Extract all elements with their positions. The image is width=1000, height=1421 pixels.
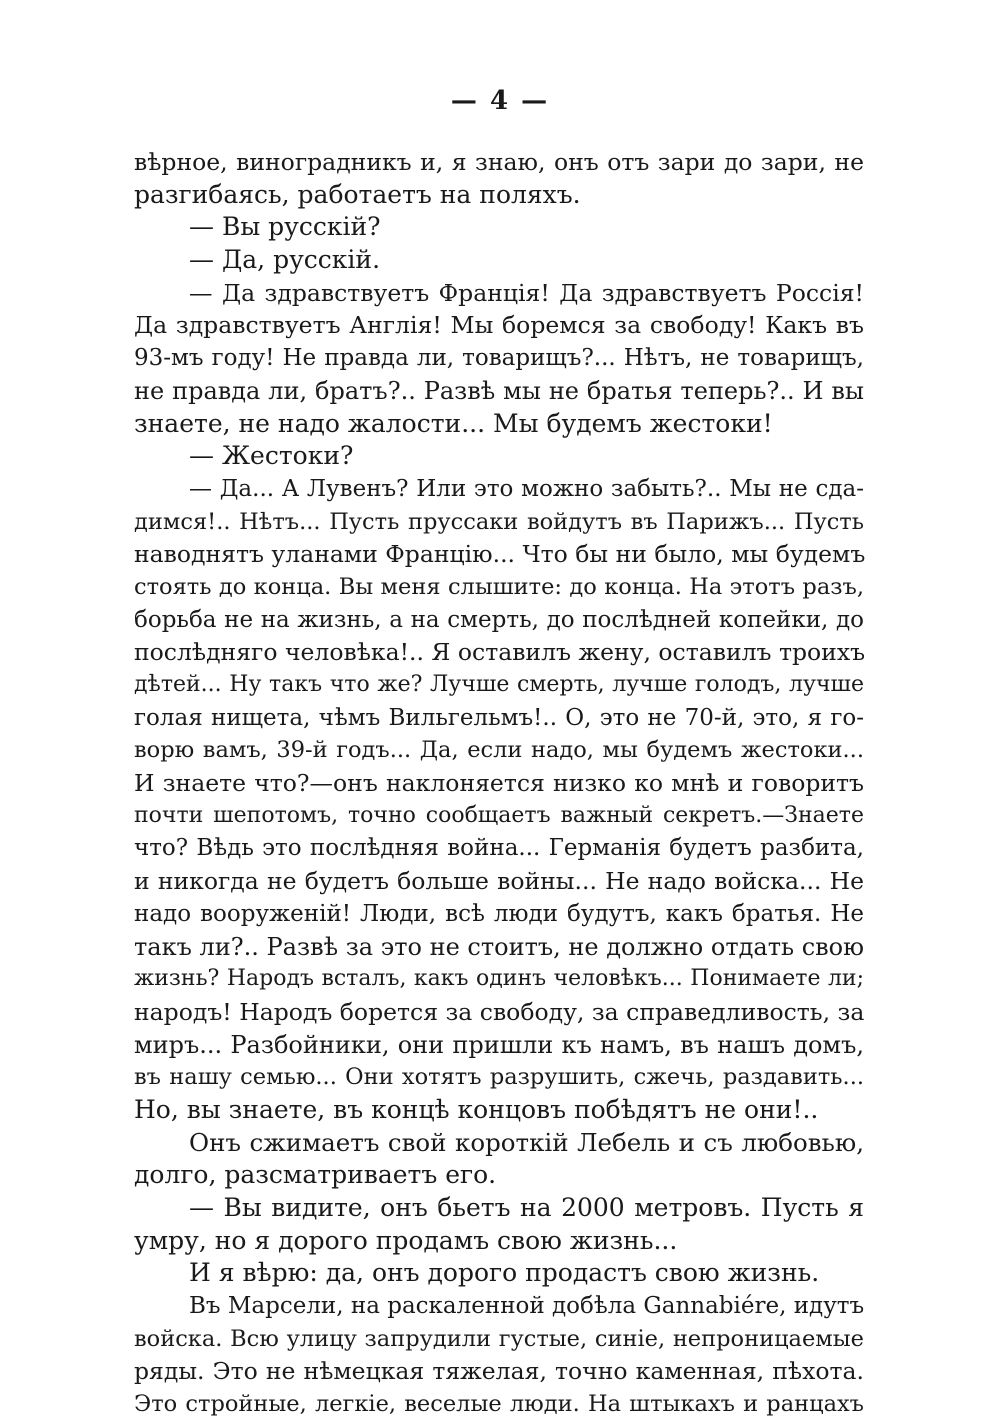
- text-line: надо вооруженій! Люди, всѣ люди будутъ, какъ братья. Не: [134, 900, 864, 927]
- text-line: народъ! Народъ борется за свободу, за справедливость, за: [134, 997, 865, 1026]
- text-line: въ нашу семью... Они хотятъ разрушить, сжечь, раздавить...: [134, 1064, 864, 1091]
- text-line: — Жестоки?: [189, 441, 354, 471]
- text-line: наводнятъ уланами Францію... Что бы ни было, мы будемъ: [134, 540, 866, 569]
- body-text: [134, 146, 864, 1421]
- text-line: стоять до конца. Вы меня слышите: до конца. На этотъ разъ,: [134, 573, 864, 600]
- text-line: голая нищета, чѣмъ Вильгельмъ!.. О, это не 70-й, это, я го-: [134, 704, 864, 731]
- text-line: такъ ли?.. Развѣ за это не стоитъ, не должно отдать свою: [134, 932, 864, 961]
- text-line: миръ... Разбойники, они пришли къ намъ, въ нашъ домъ,: [134, 1030, 864, 1059]
- text-line: 93-мъ году! Не правда ли, товарищъ?... Нѣтъ, не товарищъ,: [134, 345, 864, 372]
- text-line: борьба не на жизнь, а на смерть, до послѣдней копейки, до: [134, 606, 864, 633]
- text-line: умру, но я дорого продамъ свою жизнь...: [134, 1225, 678, 1255]
- text-line: вѣрное, виноградникъ и, я знаю, онъ отъ зари до зари, не: [134, 148, 864, 176]
- text-line: Это стройные, легкіе, веселые люди. На штыкахъ и ранцахъ: [134, 1391, 864, 1418]
- text-line: димся!.. Нѣтъ... Пусть пруссаки войдутъ въ Парижъ... Пусть: [134, 508, 864, 535]
- text-line: долго, разсматриваетъ его.: [134, 1160, 497, 1190]
- text-line: — Да... А Лувенъ? Или это можно забыть?.. Мы не сда-: [189, 475, 864, 502]
- text-line: Да здравствуетъ Англія! Мы боремся за свободу! Какъ въ: [134, 311, 864, 340]
- text-line: что? Вѣдь это послѣдняя война... Германія будетъ разбита,: [134, 835, 864, 862]
- text-line: — Да, русскій.: [189, 245, 381, 275]
- text-line: послѣдняго человѣка!.. Я оставилъ жену, оставилъ троихъ: [134, 638, 866, 667]
- text-line: войска. Всю улицу запрудили густые, синіе, непроницаемые: [134, 1325, 864, 1352]
- text-line: Но, вы знаете, въ концѣ концовъ побѣдятъ не они!..: [134, 1094, 819, 1124]
- text-line: И я вѣрю: да, онъ дорого продастъ свою жизнь.: [189, 1258, 820, 1288]
- text-line: И знаете что?—онъ наклоняется низко ко мнѣ и говоритъ: [134, 769, 864, 798]
- text-line: почти шепотомъ, точно сообщаетъ важный секретъ.—Знаете: [134, 802, 864, 828]
- text-line: ворю вамъ, 39-й годъ... Да, если надо, мы будемъ жестоки...: [134, 737, 864, 764]
- text-line: и никогда не будетъ больше войны... Не надо войска... Не: [134, 867, 864, 896]
- text-line: не правда ли, братъ?.. Развѣ мы не братья теперь?.. И вы: [134, 376, 864, 405]
- text-line: разгибаясь, работаетъ на поляхъ.: [134, 179, 581, 209]
- text-line: — Да здравствуетъ Франція! Да здравствуетъ Россія!: [189, 278, 864, 307]
- page-number: — 4 —: [450, 86, 550, 116]
- text-line: ряды. Это не нѣмецкая тяжелая, точно каменная, пѣхота.: [134, 1357, 864, 1386]
- text-line: жизнь? Народъ всталъ, какъ одинъ человѣкъ... Понимаете ли;: [134, 966, 864, 992]
- text-line: Онъ сжимаетъ свой короткій Лебель и съ любовью,: [189, 1127, 864, 1157]
- text-line: — Вы видите, онъ бьетъ на 2000 метровъ. Пусть я: [189, 1193, 864, 1222]
- text-line: дѣтей... Ну такъ что же? Лучше смерть, лучше голодъ, лучше: [134, 672, 864, 697]
- text-line: Въ Марсели, на раскаленной добѣла Gannabiére, идутъ: [189, 1293, 865, 1320]
- text-line: — Вы русскій?: [189, 212, 381, 242]
- text-line: знаете, не надо жалости... Мы будемъ жестоки!: [134, 408, 773, 438]
